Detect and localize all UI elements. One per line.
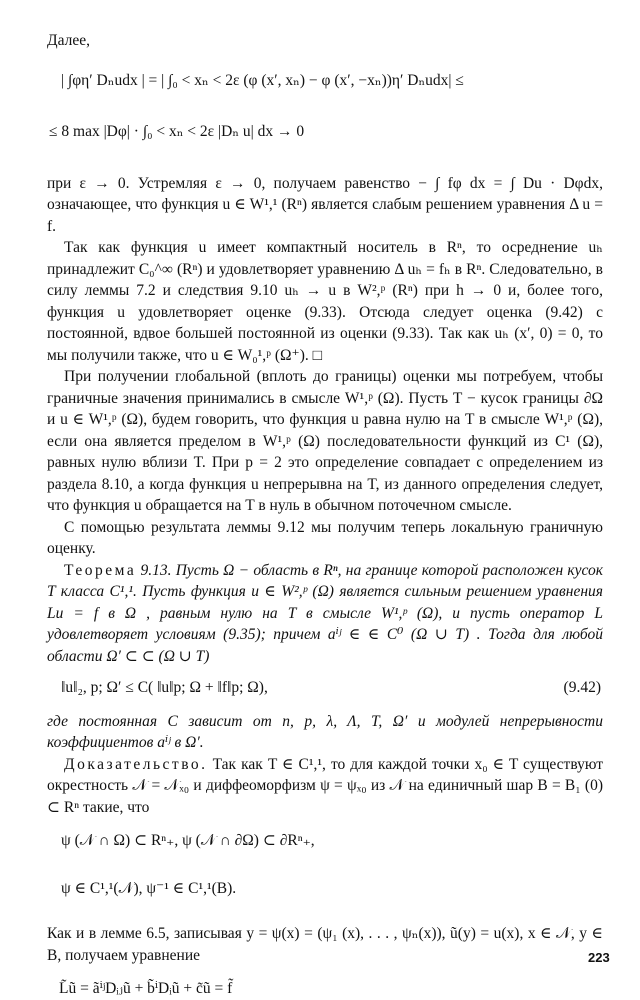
theorem-tail: где постоянная C зависит от n, p, λ, Λ, T, Ω′ и модулей непрерывности коэффициентов aⁱʲ в Ω′. [47,712,603,751]
paragraph-2: Так как функция u имеет компактный носитель в Rⁿ, то осреднение uₕ принадлежит C₀^∞ (Rⁿ) и удовлетворяет уравнению Δ uₕ = fₕ в Rⁿ. Следовательно, в силу леммы 7.2 и следствия 9.10 uₕ → u в W²,ᵖ (Rⁿ) при h → 0 и, более того, функция u удовлетворяет оценке (9.33). Отсюда следует оценка (9.42) с постоянной, вдвое большей постоянной из оценки (9.33). Так как uₕ (x′, 0) = 0, то мы получили также, что u ∈ W₀¹,ᵖ (Ω⁺). □ [47,239,603,364]
page-body [47,30,603,1000]
proof-text: Так как T ∈ C¹,¹, то для каждой точки x₀ ∈ T существуют окрестность 𝒩 = 𝒩ₓ₀ и диффеоморфизм ψ = ψₓ₀ из 𝒩 на единичный шар B = B₁ (0) ⊂ Rⁿ такие, что [47,755,604,816]
proof-paragraph [47,754,603,819]
paragraph-1: при ε → 0. Устремляя ε → 0, получаем равенство − ∫ fφ dx = ∫ Du · Dφdx, означающее, что функция u ∈ W¹,¹ (Rⁿ) является слабым решением уравнения Δ u = f. [47,174,603,235]
page-number: 223 [588,950,610,965]
proof-label: Доказательство. [64,755,208,773]
formula-9-42 [47,677,603,699]
theorem-text: 9.13. Пусть Ω − область в Rⁿ, на границе которой расположен кусок T класса C¹,¹. Пусть функция u ∈ W²,ᵖ (Ω) является сильным решением уравнения Lu = f в Ω , равным нулю на T в смысле W¹,ᵖ (Ω), и пусть оператор L удовлетворяет условиям (9.35); причем aⁱʲ ∈ ∈ C⁰ (Ω ∪ T) . Тогда для любой области Ω′ ⊂ ⊂ (Ω ∪ T) [47,561,604,665]
theorem-9-13 [47,560,603,668]
paragraph-5: Как и в лемме 6.5, записывая y = ψ(x) = (ψ₁ (x), . . . , ψₙ(x)), ũ(y) = u(x), x ∈ 𝒩, y ∈ B, получаем уравнение [47,925,603,964]
intro-text: Далее, [47,32,90,49]
formula-diffeo-1: ψ (𝒩 ∩ Ω) ⊂ Rⁿ₊, ψ (𝒩 ∩ ∂Ω) ⊂ ∂Rⁿ₊, [61,832,315,849]
equation-number: (9.42) [563,679,601,696]
theorem-label: Теорема [64,561,137,579]
formula-transformed-equation: L̃ũ = ãⁱʲDᵢⱼũ + b̃ⁱDᵢũ + c̃ũ = f̃ [59,980,233,997]
formula-line-2: ≤ 8 max |Dφ| · ∫₀ < xₙ < 2ε |Dₙ u| dx → 0 [49,123,305,140]
paragraph-4: С помощью результата леммы 9.12 мы получим теперь локальную граничную оценку. [47,518,603,557]
paragraph-3: При получении глобальной (вплоть до границы) оценки мы потребуем, чтобы граничные значения принимались в смысле W¹,ᵖ (Ω). Пусть T − кусок границы ∂Ω и u ∈ W¹,ᵖ (Ω), будем говорить, что функция u равна нулю на T в смысле W¹,ᵖ (Ω), если она является пределом в W¹,ᵖ (Ω) последовательности функций из C¹ (Ω), равных нулю вблизи T. При p = 2 это определение совпадает с определением из раздела 8.10, а когда функция u непрерывна на T, из данного определения следует, что функция u обращается на T в нуль в обычном поточечном смысле. [47,368,603,514]
formula-diffeo-2: ψ ∈ C¹,¹(𝒩), ψ⁻¹ ∈ C¹,¹(B). [61,879,237,897]
formula-line-1: | ∫φη′ Dₙudx | = | ∫₀ < xₙ < 2ε (φ (x′, xₙ) − φ (x′, −xₙ))η′ Dₙudx| ≤ [61,71,464,89]
formula-9-42-body: ‖u‖₂, p; Ω′ ≤ C( ‖u‖p; Ω + ‖f‖p; Ω), [61,679,268,696]
